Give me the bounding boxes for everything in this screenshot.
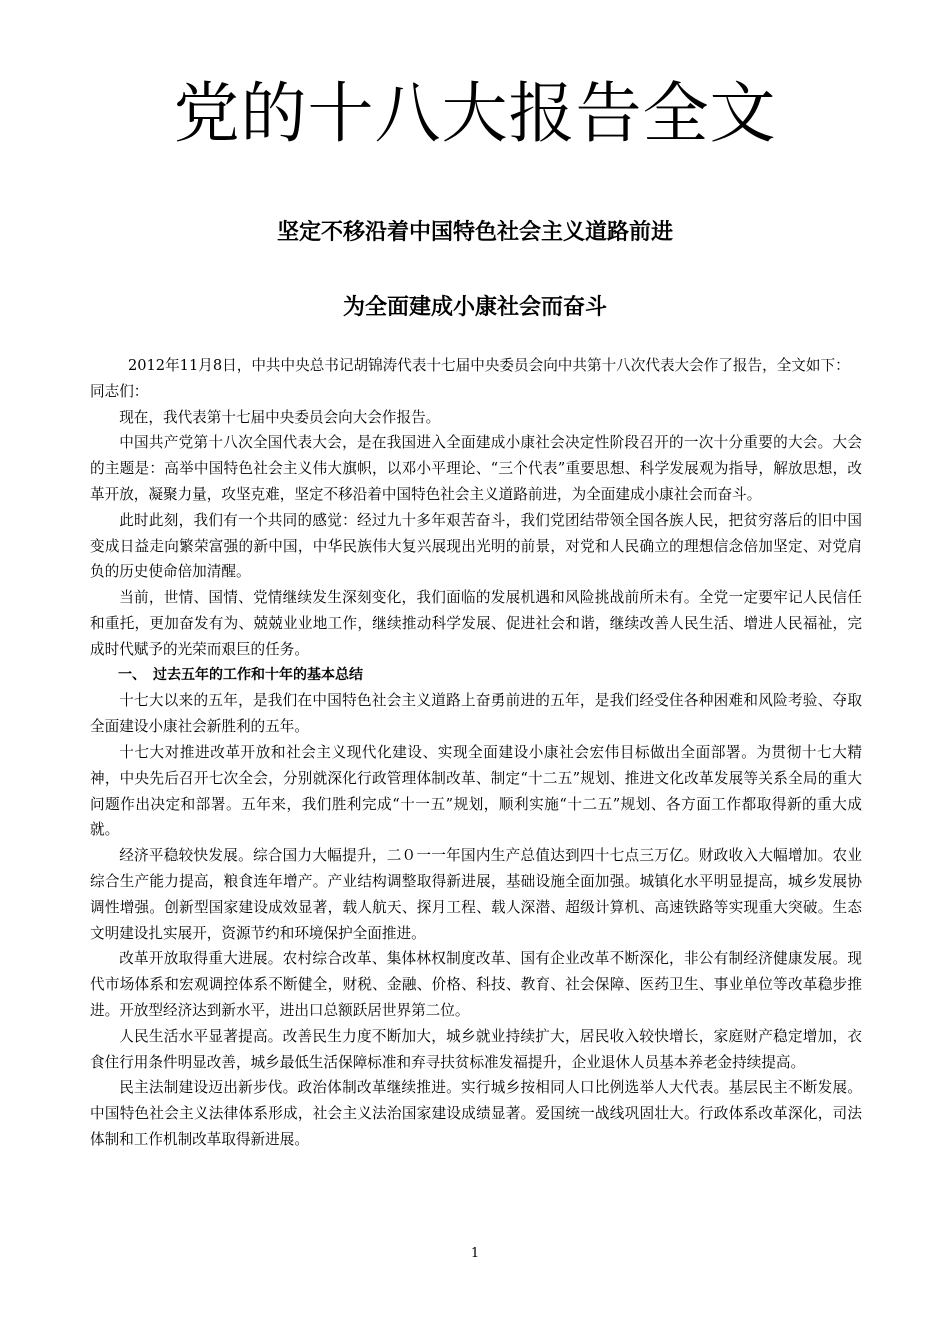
body-paragraph: 当前，世情、国情、党情继续发生深刻变化，我们面临的发展机遇和风险挑战前所未有。全党一定要牢记人民信任和重托，更加奋发有为、兢兢业业地工作，继续推动科学发展、促进社会和谐，继续改善人民生活、增进人民福祉，完成时代赋予的光荣而艰巨的任务。 (90, 589, 862, 658)
body-paragraph: 此时此刻，我们有一个共同的感觉：经过九十多年艰苦奋斗，我们党团结带领全国各族人民，把贫穷落后的旧中国变成日益走向繁荣富强的新中国，中华民族伟大复兴展现出光明的前景，对党和人民确立的理想信念倍加坚定、对党肩负的历史使命倍加清醒。 (90, 511, 862, 581)
body-paragraph: 现在，我代表第十七届中央委员会向大会作报告。 (119, 408, 441, 426)
salutation: 同志们： (90, 382, 149, 400)
body-paragraph: 人民生活水平显著提高。改善民生力度不断加大，城乡就业持续扩大，居民收入较快增长，家庭财产稳定增加，衣食住行用条件明显改善，城乡最低生活保障标准和弃寻扶贫标准发福提升，企业退休人员基本养老金持续提高。 (90, 1027, 862, 1071)
page-number: 1 (470, 1246, 480, 1261)
body-paragraph: 民主法制建设迈出新步伐。政治体制改革继续推进。实行城乡按相同人口比例选举人大代表。基层民主不断发展。中国特色社会主义法律体系形成，社会主义法治国家建设成绩显著。爱国统一战线巩固壮大。行政体系改革深化，司法体制和工作机制改革取得新进展。 (90, 1079, 862, 1148)
body-paragraph: 中国共产党第十八次全国代表大会，是在我国进入全面建成小康社会决定性阶段召开的一次十分重要的大会。大会的主题是：高举中国特色社会主义伟大旗帜，以邓小平理论、“三个代表”重要思想、科学发展观为指导，解放思想，改革开放，凝聚力量，攻坚克难，坚定不移沿着中国特色社会主义道路前进，为全面建成小康社会而奋斗。 (90, 434, 862, 503)
section-heading: 一、 过去五年的工作和十年的基本总结 (118, 666, 363, 683)
body-paragraph: 十七大以来的五年，是我们在中国特色社会主义道路上奋勇前进的五年，是我们经受住各种困难和风险考验、夺取全面建设小康社会新胜利的五年。 (90, 692, 862, 736)
document-subtitle-line-1: 坚定不移沿着中国特色社会主义道路前进 (276, 220, 673, 245)
body-paragraph: 改革开放取得重大进展。农村综合改革、集体林权制度改革、国有企业改革不断深化，非公有制经济健康发展。现代市场体系和宏观调控体系不断健全，财税、金融、价格、科技、教育、社会保障、医药卫生、事业单位等改革稳步推进。开放型经济达到新水平，进出口总额跃居世界第二位。 (90, 950, 862, 1019)
body-paragraph: 经济平稳较快发展。综合国力大幅提升，二０一一年国内生产总值达到四十七点三万亿。财政收入大幅增加。农业综合生产能力提高，粮食连年增产。产业结构调整取得新进展，基础设施全面加强。城镇化水平明显提高，城乡发展协调性增强。创新型国家建设成效显著，载人航天、探月工程、载人深潜、超级计算机、高速铁路等实现重大突破。生态文明建设扎实展开，资源节约和环境保护全面推进。 (90, 847, 862, 942)
document-body (90, 353, 862, 1153)
intro-paragraph: 2012年11月8日，中共中央总书记胡锦涛代表十七届中央委员会向中共第十八次代表大会作了报告，全文如下： (127, 357, 850, 374)
document-subtitle-line-2: 为全面建成小康社会而奋斗 (342, 295, 607, 320)
body-paragraph: 十七大对推进改革开放和社会主义现代化建设、实现全面建设小康社会宏伟目标做出全面部署。为贯彻十七大精神，中央先后召开七次全会，分别就深化行政管理体制改革、制定“十二五”规划、推进文化改革发展等关系全局的重大问题作出决定和部署。五年来，我们胜利完成“十一五”规划，顺利实施“十二五”规划、各方面工作都取得新的重大成就。 (90, 743, 862, 839)
document-title: 党的十八大报告全文 (173, 75, 777, 152)
